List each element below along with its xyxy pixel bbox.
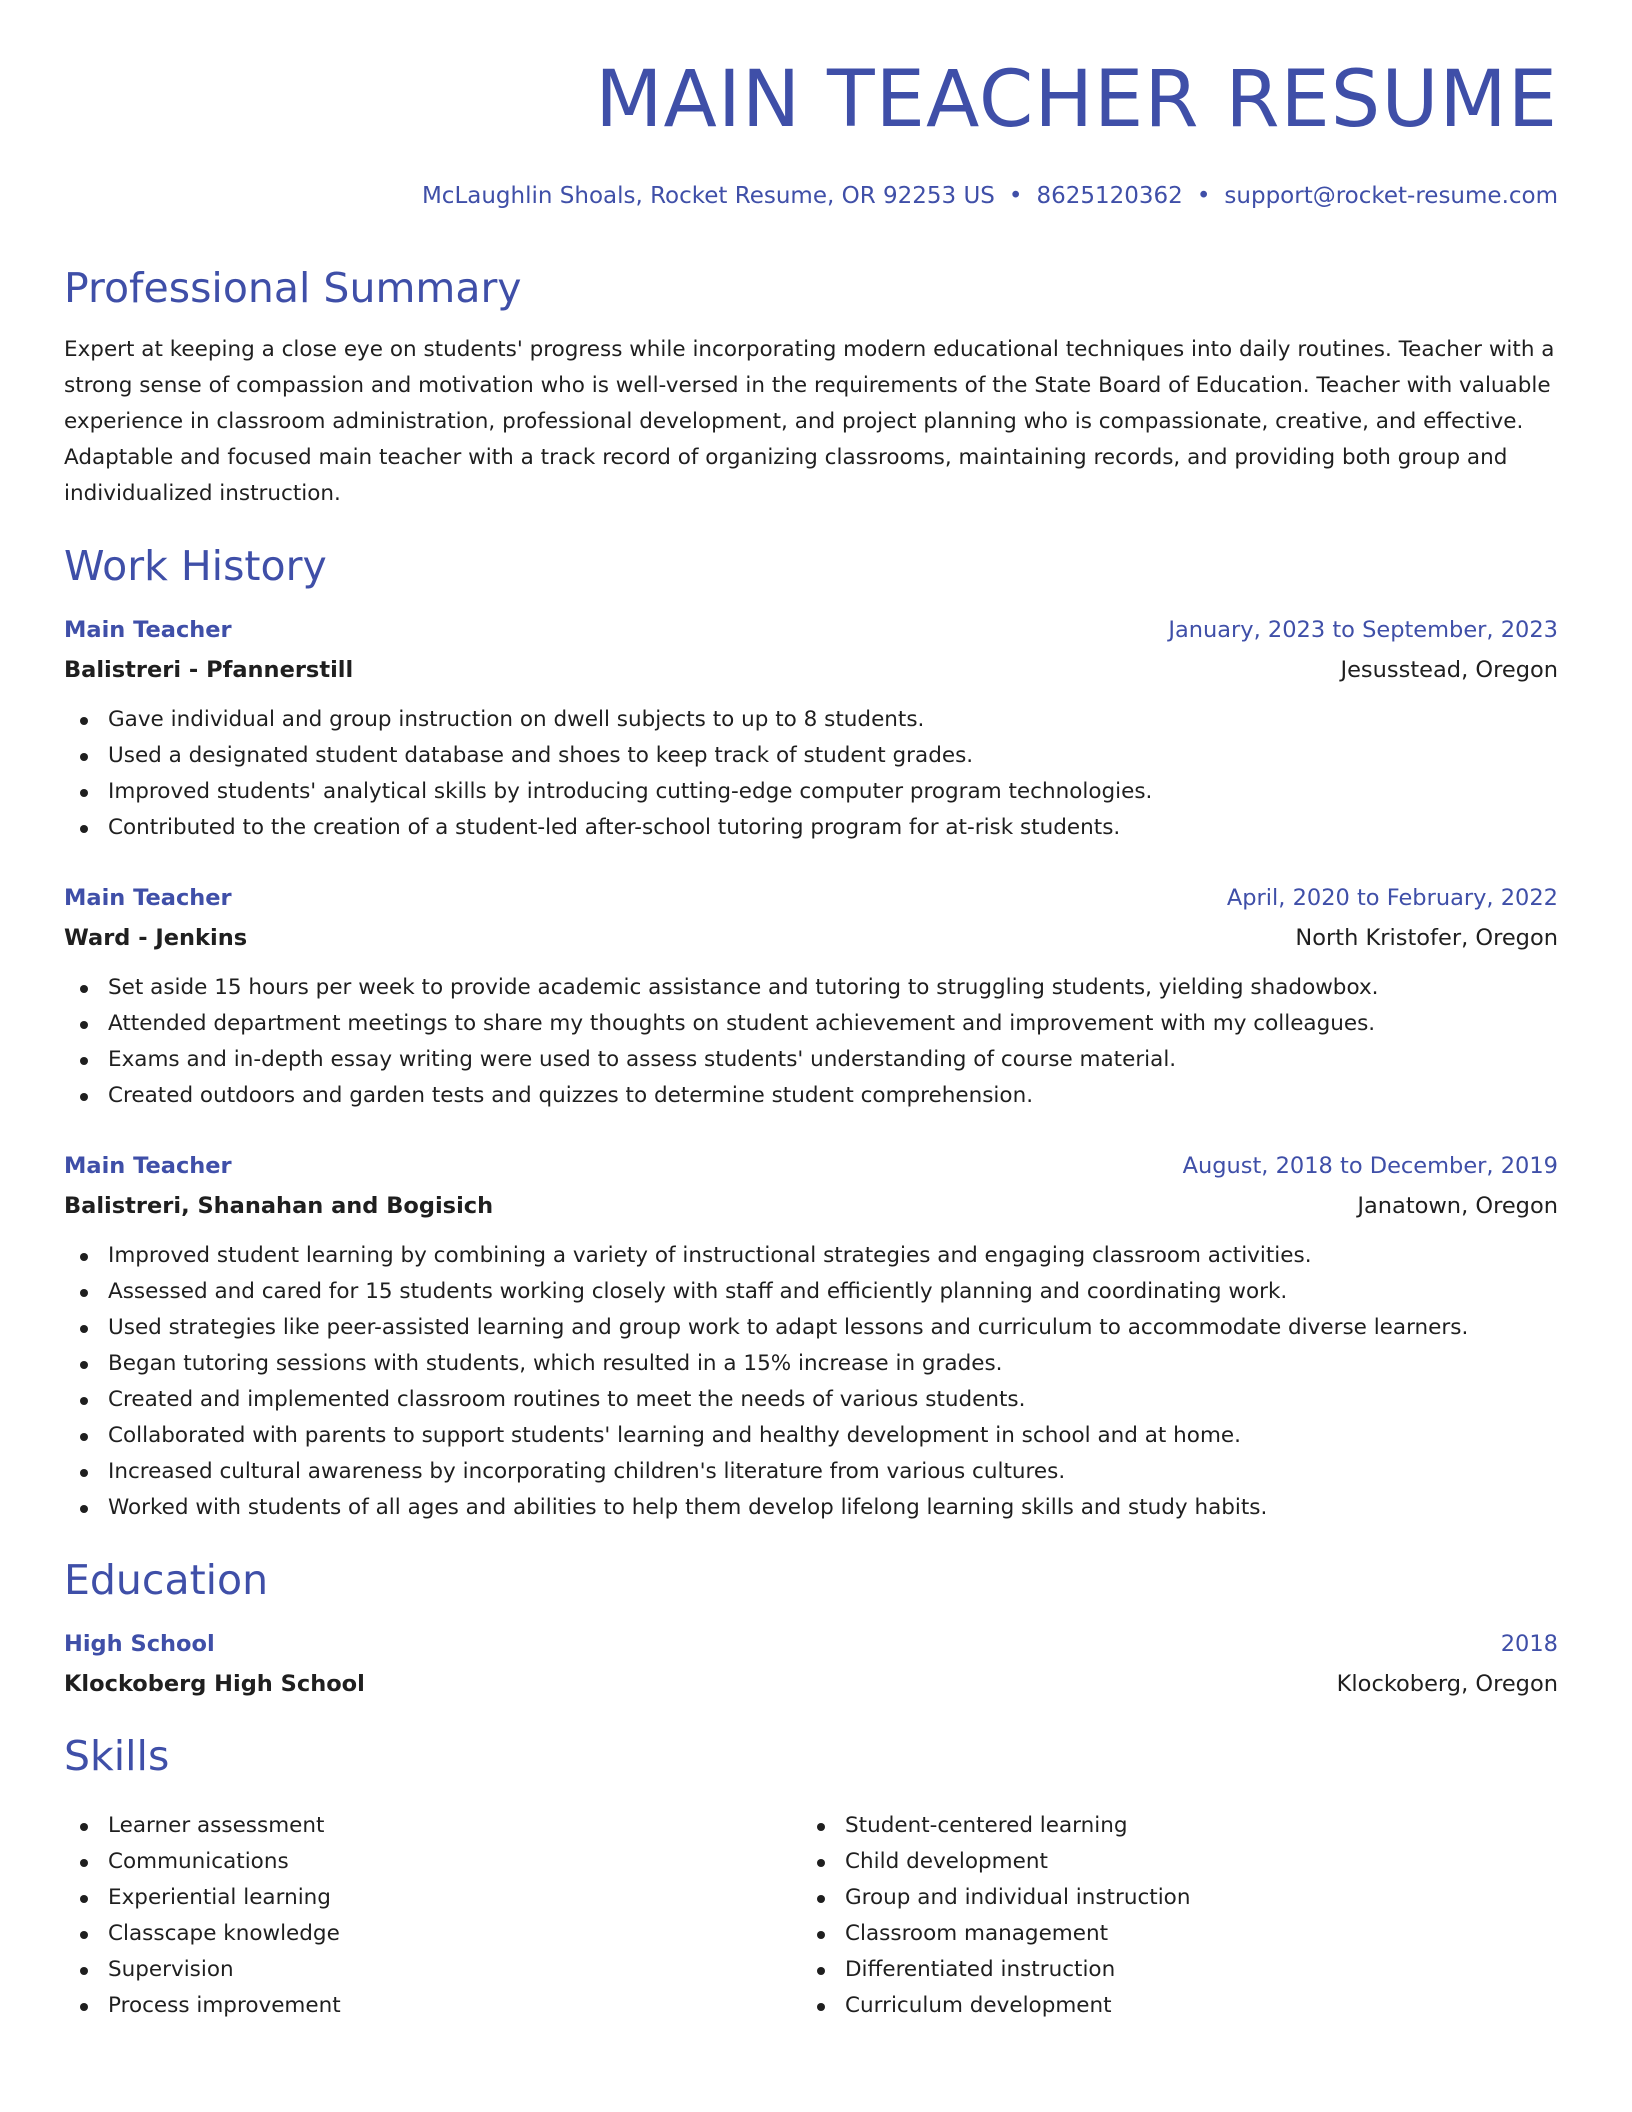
list-item: Improved student learning by combining a variety of instructional strategies and engaging classroom activities.	[64, 1238, 1558, 1274]
list-item: Used strategies like peer-assisted learning and group work to adapt lessons and curriculum to accommodate diverse learners.	[64, 1310, 1558, 1346]
job-bullet-list	[64, 970, 1558, 1114]
skill-item: Communications	[64, 1844, 764, 1880]
education-year: 2018	[1500, 1631, 1558, 1657]
skill-item: Student-centered learning	[801, 1808, 1501, 1844]
skills-list	[64, 1808, 764, 2024]
email-link[interactable]: support@rocket-resume.com	[1224, 183, 1558, 209]
list-item: Created outdoors and garden tests and quizzes to determine student comprehension.	[64, 1078, 1558, 1114]
education-entry	[64, 1624, 1558, 1704]
job-position: Main Teacher	[64, 1153, 232, 1179]
contact-line	[422, 180, 1558, 212]
list-item: Increased cultural awareness by incorporating children's literature from various cultures.	[64, 1454, 1558, 1490]
section-title-summary: Professional Summary	[64, 264, 522, 312]
job-bullet-list	[64, 1238, 1558, 1526]
skill-item: Experiential learning	[64, 1880, 764, 1916]
list-item: Used a designated student database and shoes to keep track of student grades.	[64, 738, 1558, 774]
job-entry	[64, 610, 1558, 846]
list-item: Worked with students of all ages and abilities to help them develop lifelong learning skills and study habits.	[64, 1490, 1558, 1526]
skill-item: Learner assessment	[64, 1808, 764, 1844]
skill-item: Curriculum development	[801, 1988, 1501, 2024]
skill-item: Child development	[801, 1844, 1501, 1880]
summary-text: Expert at keeping a close eye on students' progress while incorporating modern educational techniques into daily routines. Teacher with a strong sense of compassion and motivation who is well-versed in the requirements of the State Board of Education. Teacher with valuable experience in classroom administration, professional development, and project planning who is compassionate, creative, and effective. Adaptable and focused main teacher with a track record of organizing classrooms, maintaining records, and providing both group and individualized instruction.	[64, 337, 1555, 506]
section-title-skills: Skills	[64, 1732, 170, 1780]
job-company: Balistreri, Shanahan and Bogisich	[64, 1193, 494, 1219]
job-company: Balistreri - Pfannerstill	[64, 657, 354, 683]
section-title-education: Education	[64, 1556, 269, 1604]
skill-item: Classcape knowledge	[64, 1916, 764, 1952]
job-dates: January, 2023 to September, 2023	[1168, 617, 1558, 643]
job-entry	[64, 1146, 1558, 1526]
separator-dot: •	[1008, 183, 1023, 209]
list-item: Collaborated with parents to support students' learning and healthy development in school and at home.	[64, 1418, 1558, 1454]
skills-column-left	[64, 1808, 764, 2024]
skill-item: Process improvement	[64, 1988, 764, 2024]
resume-title: MAIN TEACHER RESUME	[595, 55, 1558, 145]
list-item: Exams and in-depth essay writing were used to assess students' understanding of course material.	[64, 1042, 1558, 1078]
list-item: Attended department meetings to share my thoughts on student achievement and improvement with my colleagues.	[64, 1006, 1558, 1042]
list-item: Began tutoring sessions with students, which resulted in a 15% increase in grades.	[64, 1346, 1558, 1382]
job-dates: April, 2020 to February, 2022	[1226, 885, 1558, 911]
job-position: Main Teacher	[64, 617, 232, 643]
list-item: Improved students' analytical skills by introducing cutting-edge computer program technologies.	[64, 774, 1558, 810]
skill-item: Classroom management	[801, 1916, 1501, 1952]
job-location: North Kristofer, Oregon	[1295, 925, 1558, 951]
separator-dot: •	[1196, 183, 1211, 209]
job-location: Jesusstead, Oregon	[1340, 657, 1558, 683]
education-school: Klockoberg High School	[64, 1671, 365, 1697]
job-company: Ward - Jenkins	[64, 925, 248, 951]
address-text: McLaughlin Shoals, Rocket Resume, OR 92253 US	[421, 183, 995, 209]
job-entry	[64, 878, 1558, 1114]
section-title-work-history: Work History	[64, 542, 327, 590]
skills-column-right	[801, 1808, 1501, 2024]
list-item: Created and implemented classroom routines to meet the needs of various students.	[64, 1382, 1558, 1418]
skill-item: Group and individual instruction	[801, 1880, 1501, 1916]
skill-item: Supervision	[64, 1952, 764, 1988]
list-item: Set aside 15 hours per week to provide academic assistance and tutoring to struggling students, yielding shadowbox.	[64, 970, 1558, 1006]
education-degree: High School	[64, 1631, 215, 1657]
skill-item: Differentiated instruction	[801, 1952, 1501, 1988]
education-location: Klockoberg, Oregon	[1336, 1671, 1558, 1697]
skills-list	[801, 1808, 1501, 2024]
list-item: Assessed and cared for 15 students working closely with staff and efficiently planning and coordinating work.	[64, 1274, 1558, 1310]
job-location: Janatown, Oregon	[1357, 1193, 1558, 1219]
job-position: Main Teacher	[64, 885, 232, 911]
job-dates: August, 2018 to December, 2019	[1182, 1153, 1558, 1179]
phone-text: 8625120362	[1036, 183, 1183, 209]
job-bullet-list	[64, 702, 1558, 846]
list-item: Gave individual and group instruction on dwell subjects to up to 8 students.	[64, 702, 1558, 738]
list-item: Contributed to the creation of a student-led after-school tutoring program for at-risk students.	[64, 810, 1558, 846]
